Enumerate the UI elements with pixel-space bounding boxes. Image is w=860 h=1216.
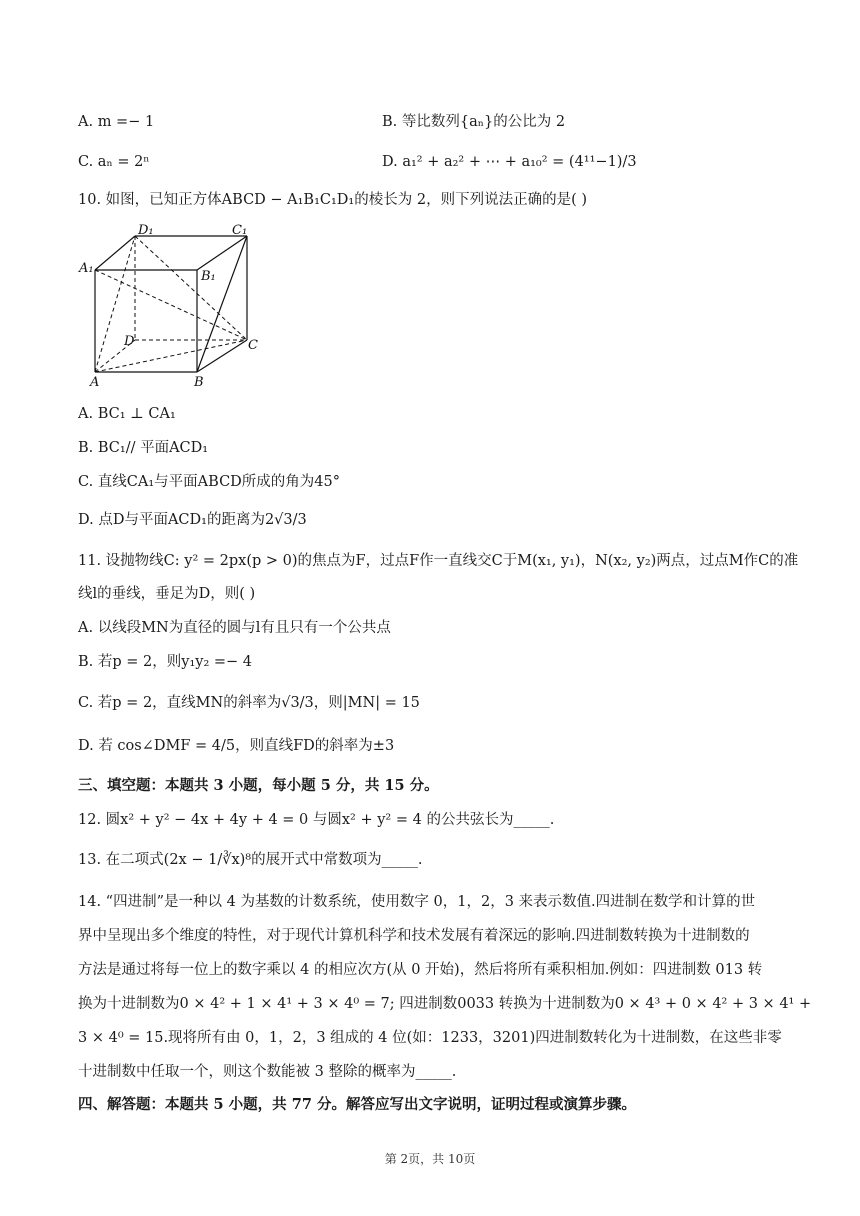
section-4-heading: 四、解答题：本题共 5 小题，共 77 分。解答应写出文字说明，证明过程或演算步骤。 bbox=[78, 1096, 636, 1113]
label-c1: C₁ bbox=[232, 223, 248, 238]
q10-option-d: D. 点D与平面ACD₁的距离为2√3/3 bbox=[78, 512, 307, 528]
label-a1: A₁ bbox=[79, 261, 94, 276]
q14-line3: 方法是通过将每一位上的数字乘以 4 的相应次方(从 0 开始)，然后将所有乘积相加.例如：四进制数 013 转 bbox=[78, 962, 763, 978]
q10-option-c: C. 直线CA₁与平面ABCD所成的角为45° bbox=[78, 474, 340, 490]
q12: 12. 圆x² + y² − 4x + 4y + 4 = 0 与圆x² + y² = 4 的公共弦长为_____. bbox=[78, 812, 555, 828]
edge-a1d1 bbox=[95, 236, 135, 270]
q10-option-b: B. BC₁// 平面ACD₁ bbox=[78, 440, 209, 456]
segment-a1c bbox=[95, 270, 247, 340]
q10-option-a: A. BC₁ ⊥ CA₁ bbox=[78, 406, 176, 422]
segment-d1c bbox=[135, 236, 247, 340]
q9-option-d: D. a₁² + a₂² + ⋯ + a₁₀² = (4¹¹−1)/3 bbox=[382, 154, 637, 170]
q9-option-a: A. m =− 1 bbox=[78, 114, 155, 130]
q14-line5: 3 × 4⁰ = 15.现将所有由 0，1，2，3 组成的 4 位(如：1233，3201)四进制数转化为十进制数，在这些非零 bbox=[78, 1030, 782, 1046]
cube-diagram bbox=[76, 222, 266, 392]
segment-ad1 bbox=[95, 236, 135, 372]
q9-option-b: B. 等比数列{aₙ}的公比为 2 bbox=[382, 114, 566, 130]
q11-option-a: A. 以线段MN为直径的圆与l有且只有一个公共点 bbox=[78, 620, 391, 636]
cube-figure bbox=[76, 222, 266, 392]
q14-line6: 十进制数中任取一个，则这个数能被 3 整除的概率为_____. bbox=[78, 1064, 457, 1080]
q11-option-c: C. 若p = 2，直线MN的斜率为√3/3，则|MN| = 15 bbox=[78, 695, 420, 711]
label-b1: B₁ bbox=[201, 269, 216, 284]
section-3-heading: 三、填空题：本题共 3 小题，每小题 5 分，共 15 分。 bbox=[78, 777, 439, 794]
segment-ac bbox=[95, 340, 247, 372]
q11-stem-line1: 11. 设抛物线C: y² = 2px(p > 0)的焦点为F，过点F作一直线交C于M(x₁, y₁)，N(x₂, y₂)两点，过点M作C的准 bbox=[78, 553, 799, 569]
q13: 13. 在二项式(2x − 1/∛x)⁸的展开式中常数项为_____. bbox=[78, 852, 423, 868]
label-b: B bbox=[194, 375, 204, 390]
q9-option-c: C. aₙ = 2ⁿ bbox=[78, 154, 150, 170]
edge-b1c1 bbox=[197, 236, 247, 270]
q14-line2: 界中呈现出多个维度的特性，对于现代计算机科学和技术发展有着深远的影响.四进制数转换为十进制数的 bbox=[78, 928, 750, 944]
label-d: D bbox=[124, 334, 135, 349]
q11-option-d: D. 若 cos∠DMF = 4/5，则直线FD的斜率为±3 bbox=[78, 738, 395, 754]
segment-bc1 bbox=[197, 236, 247, 372]
label-a: A bbox=[90, 375, 100, 390]
q11-option-b: B. 若p = 2，则y₁y₂ =− 4 bbox=[78, 654, 252, 670]
label-d1: D₁ bbox=[138, 223, 154, 238]
q10-stem: 10. 如图，已知正方体ABCD − A₁B₁C₁D₁的棱长为 2，则下列说法正确的是( ) bbox=[78, 192, 588, 208]
label-c: C bbox=[248, 338, 258, 353]
q11-stem-line2: 线l的垂线，垂足为D，则( ) bbox=[78, 586, 256, 602]
page-footer: 第 2页，共 10页 bbox=[384, 1152, 476, 1166]
q14-line1: 14. “四进制”是一种以 4 为基数的计数系统，使用数字 0，1，2，3 来表示数值.四进制在数学和计算的世 bbox=[78, 894, 756, 910]
q14-line4: 换为十进制数为0 × 4² + 1 × 4¹ + 3 × 4⁰ = 7; 四进制数0033 转换为十进制数为0 × 4³ + 0 × 4² + 3 × 4¹ + bbox=[78, 996, 812, 1012]
